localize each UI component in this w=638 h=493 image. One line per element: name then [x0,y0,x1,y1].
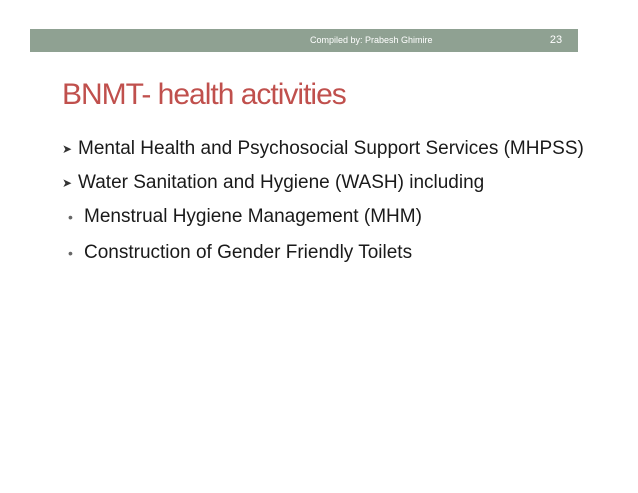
compiled-by-text: Compiled by: Prabesh Ghimire [310,35,433,45]
dot-bullet-icon: • [68,245,73,261]
header-bar [30,29,578,52]
sub-bullet-text: Menstrual Hygiene Management (MHM) [84,206,422,227]
slide-content [62,138,602,278]
page-number: 23 [549,34,563,46]
dot-bullet-icon: • [68,209,73,225]
arrowhead-bullet-icon: ➤ [62,176,73,190]
slide-title: BNMT- health activities [62,78,346,111]
bullet-item [62,172,602,194]
sub-bullet-item [66,242,602,264]
bullet-text: Mental Health and Psychosocial Support Services (MHPSS) [78,138,584,159]
arrowhead-bullet-icon: ➤ [62,142,73,156]
bullet-text: Water Sanitation and Hygiene (WASH) including [78,172,485,193]
sub-bullet-text: Construction of Gender Friendly Toilets [84,242,413,263]
bullet-item [62,138,602,160]
sub-bullet-item [66,206,602,228]
